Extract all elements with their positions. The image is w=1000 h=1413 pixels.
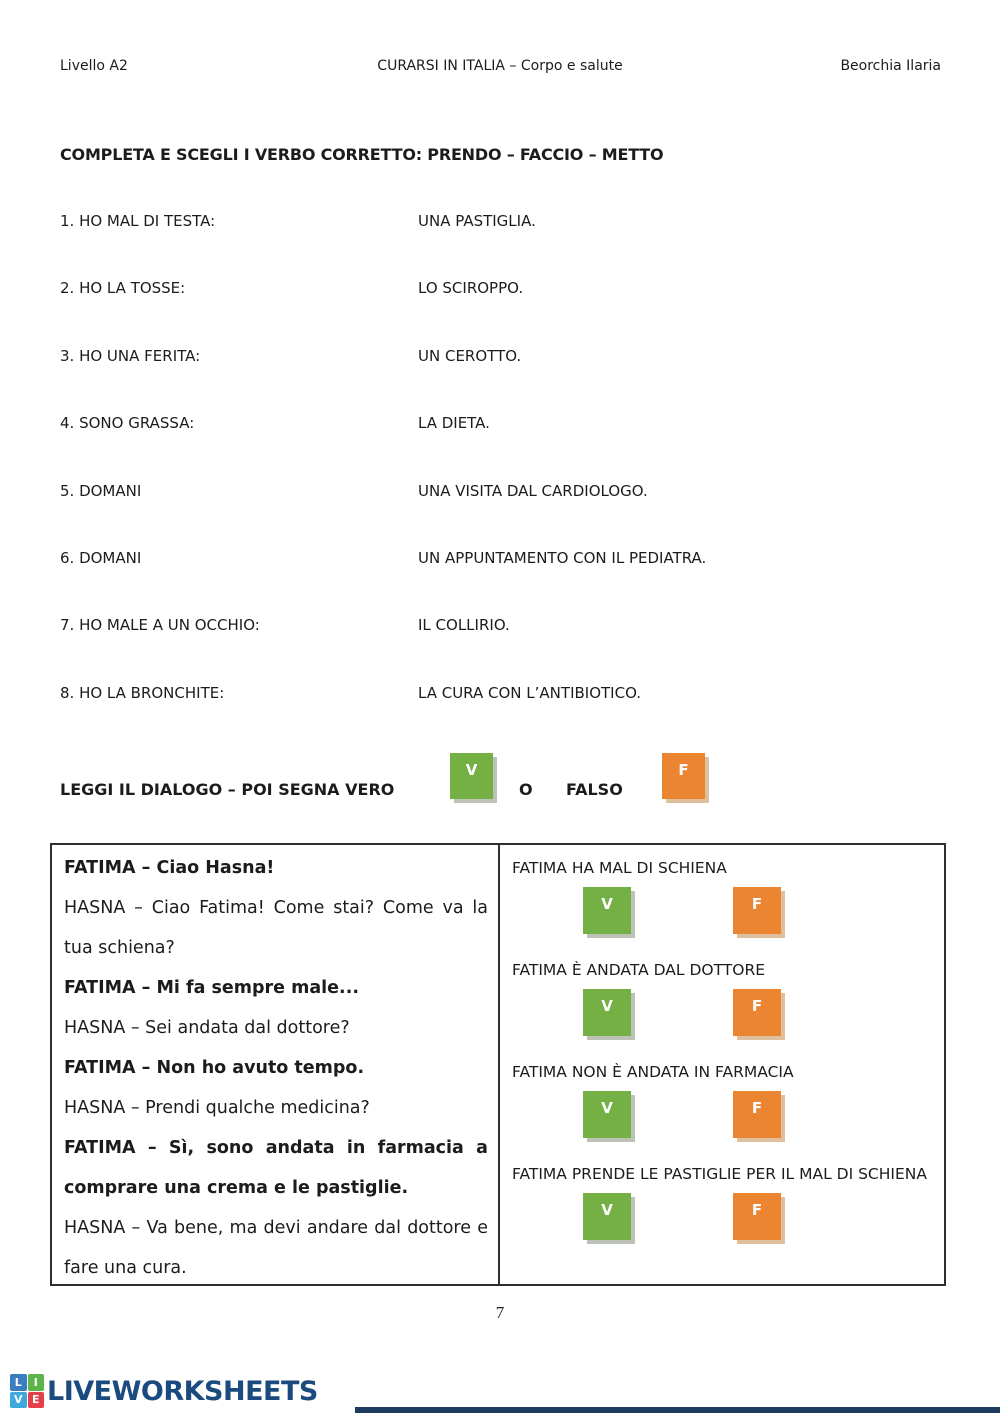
exercise1-title: COMPLETA E SCEGLI I VERBO CORRETTO: PRENDO – FACCIO – METTO <box>60 145 664 164</box>
truefalse-column <box>500 845 944 1284</box>
page-number: 7 <box>495 1303 505 1322</box>
dialog-line: HASNA – Sei andata dal dottore? <box>64 1018 350 1038</box>
logo-tile-v: V <box>10 1392 27 1409</box>
statement-4: FATIMA PRENDE LE PASTIGLIE PER IL MAL DI SCHIENA <box>512 1165 927 1183</box>
liveworksheets-logo <box>10 1374 318 1408</box>
vero-letter: V <box>601 1201 613 1219</box>
item-answer: UN CEROTTO. <box>418 346 522 365</box>
vf-row-3 <box>512 1091 932 1138</box>
falso-button-3[interactable] <box>733 1091 781 1138</box>
exercise-item-7 <box>60 616 945 636</box>
item-prompt: 5. DOMANI <box>60 481 142 500</box>
item-answer: UNA VISITA DAL CARDIOLOGO. <box>418 481 648 500</box>
logo-tile-i: I <box>28 1374 45 1391</box>
vero-letter: V <box>601 895 613 913</box>
exercise-item-1 <box>60 212 945 232</box>
dialog-table <box>50 843 946 1286</box>
dialog-line: HASNA – Prendi qualche medicina? <box>64 1098 370 1118</box>
vero-button-4[interactable] <box>583 1193 631 1240</box>
exercise-item-4 <box>60 414 945 434</box>
header-level: Livello A2 <box>60 58 128 74</box>
falso-legend-button <box>662 753 705 799</box>
falso-word: FALSO <box>566 780 623 799</box>
vero-letter: V <box>601 997 613 1015</box>
dialog-column <box>52 845 500 1284</box>
vf-row-4 <box>512 1193 932 1240</box>
exercise-item-3 <box>60 347 945 367</box>
exercise-item-5 <box>60 482 945 502</box>
falso-letter: F <box>678 761 689 779</box>
item-answer: LA DIETA. <box>418 414 490 433</box>
liveworksheets-logo-icon <box>10 1374 44 1408</box>
vf-row-2 <box>512 989 932 1036</box>
item-answer: LO SCIROPPO. <box>418 279 524 298</box>
dialog-line: FATIMA – Non ho avuto tempo. <box>64 1058 365 1078</box>
falso-letter: F <box>751 1099 763 1117</box>
exercise1-list <box>60 212 945 751</box>
statement-1: FATIMA HA MAL DI SCHIENA <box>512 859 727 877</box>
header-author: Beorchia Ilaria <box>840 58 941 74</box>
item-prompt: 8. HO LA BRONCHITE: <box>60 683 225 702</box>
liveworksheets-wordmark: LIVEWORKSHEETS <box>47 1375 318 1407</box>
item-prompt: 3. HO UNA FERITA: <box>60 346 201 365</box>
item-answer: IL COLLIRIO. <box>418 616 510 635</box>
item-prompt: 4. SONO GRASSA: <box>60 414 195 433</box>
vero-button-1[interactable] <box>583 887 631 934</box>
item-prompt: 6. DOMANI <box>60 548 142 567</box>
statement-3: FATIMA NON È ANDATA IN FARMACIA <box>512 1063 794 1081</box>
item-prompt: 1. HO MAL DI TESTA: <box>60 212 216 230</box>
falso-letter: F <box>751 997 763 1015</box>
statement-2: FATIMA È ANDATA DAL DOTTORE <box>512 961 766 979</box>
falso-letter: F <box>751 895 763 913</box>
dialog-line: FATIMA – Mi fa sempre male... <box>64 978 359 998</box>
exercise2-instruction: LEGGI IL DIALOGO – POI SEGNA VERO <box>60 780 395 799</box>
logo-tile-e: E <box>28 1392 45 1409</box>
or-word: O <box>519 780 533 799</box>
vero-button-2[interactable] <box>583 989 631 1036</box>
dialog-line: FATIMA – Ciao Hasna! <box>64 858 275 878</box>
header-title: CURARSI IN ITALIA – Corpo e salute <box>377 58 623 74</box>
vero-legend-button <box>450 753 493 799</box>
exercise-item-8 <box>60 684 945 704</box>
exercise-item-6 <box>60 549 945 569</box>
vero-letter: V <box>465 761 478 779</box>
dialog-line: FATIMA – Sì, sono andata in farmacia a comprare una crema e le pastiglie. <box>64 1138 488 1198</box>
vero-letter: V <box>601 1099 613 1117</box>
falso-letter: F <box>751 1201 763 1219</box>
item-answer: UNA PASTIGLIA. <box>418 212 536 230</box>
item-answer: LA CURA CON L’ANTIBIOTICO. <box>418 683 642 702</box>
bottom-edge-bar <box>355 1407 1000 1413</box>
dialog-line: HASNA – Ciao Fatima! Come stai? Come va la tua schiena? <box>64 898 488 958</box>
exercise-item-2 <box>60 279 945 299</box>
vero-button-3[interactable] <box>583 1091 631 1138</box>
dialog-line: HASNA – Va bene, ma devi andare dal dottore e fare una cura. <box>64 1218 488 1278</box>
falso-button-2[interactable] <box>733 989 781 1036</box>
item-prompt: 2. HO LA TOSSE: <box>60 279 186 298</box>
falso-button-1[interactable] <box>733 887 781 934</box>
item-prompt: 7. HO MALE A UN OCCHIO: <box>60 616 260 635</box>
item-answer: UN APPUNTAMENTO CON IL PEDIATRA. <box>418 548 707 567</box>
vf-row-1 <box>512 887 932 934</box>
logo-tile-l: L <box>10 1374 27 1391</box>
falso-button-4[interactable] <box>733 1193 781 1240</box>
